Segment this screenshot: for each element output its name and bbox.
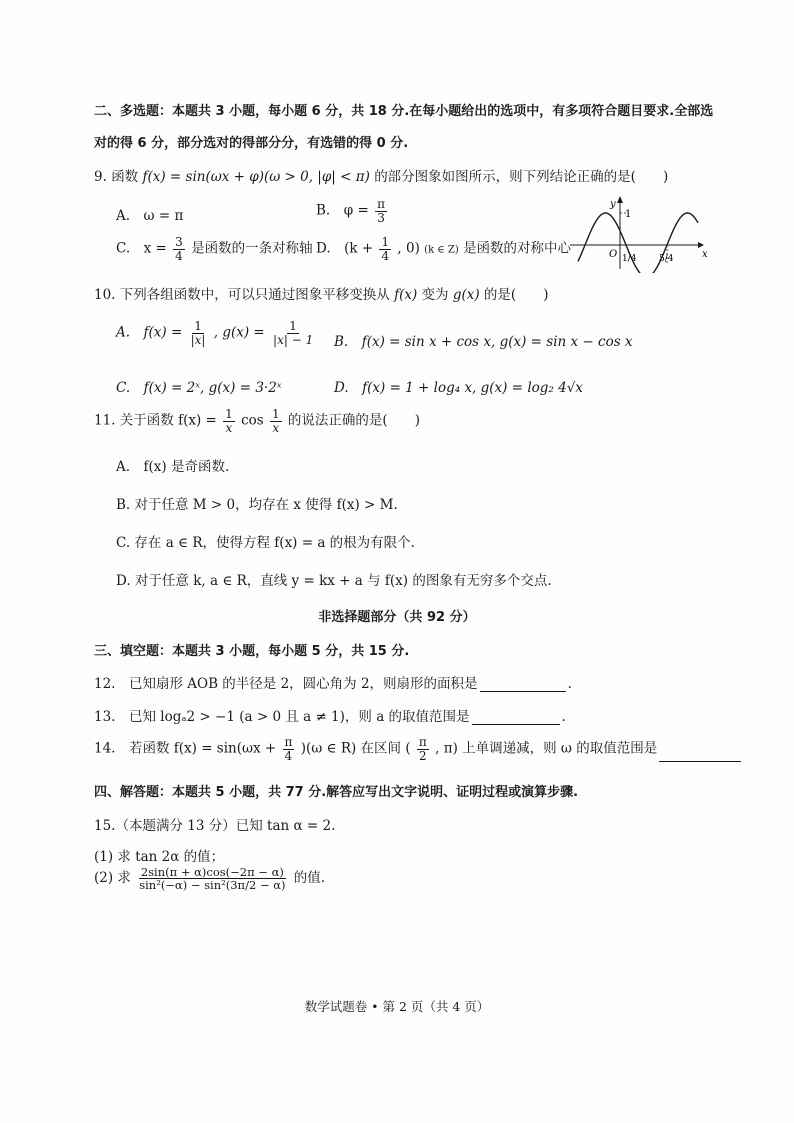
origin-label: O [609,249,618,260]
tick-5-4-label: 5/4 [659,254,674,264]
y-axis-arrow [617,196,623,203]
section-4-heading: 四、解答题：本题共 5 小题，共 77 分.解答应写出文字说明、证明过程或演算步骤. [94,785,579,800]
question-10-stem: 10. 下列各组函数中，可以只通过图象平移变换从 f(x) 变为 g(x) 的是( ) [94,287,549,303]
x-axis-label: x [702,249,708,260]
sine-curve [578,213,698,273]
question-9-option-b: B. φ = $\frac{\pi}{3}$ [316,197,385,225]
non-selection-heading: 非选择题部分（共 92 分） [318,610,476,625]
page-footer: 数学试题卷 • 第 2 页（共 4 页） [304,999,490,1014]
question-9-stem: 9. 函数 f(x) = sin(ωx + φ)(ω > 0, |φ| < π) 的部分图象如图所示，则下列结论正确的是( ) [94,169,669,185]
peak-label: 1 [625,209,632,220]
question-15-part-1: (1) 求 tan 2α 的值； [94,849,225,865]
answer-blank [480,691,566,692]
question-11-option-a: A. f(x) 是奇函数. [116,459,230,475]
question-11-stem: 11. 关于函数 f(x) = $\frac{1}{x}$ cos $\frac{1}{x}$ 的说法正确的是( ) [94,407,420,435]
question-10-option-c: C. f(x) = 2ˣ, g(x) = 3·2ˣ [116,380,282,396]
tick-1-4-label: 1/4 [622,254,637,264]
question-15-stem: 15.（本题满分 13 分）已知 tan α = 2. [94,818,336,834]
question-9-option-c: C. x = $\frac{3}{4}$ 是函数的一条对称轴 [116,235,313,263]
question-11-option-c: C. 存在 a ∈ R，使得方程 f(x) = a 的根为有限个. [116,535,415,551]
section-2-heading-cont: 对的得 6 分，部分选对的得部分分，有选错的得 0 分. [94,136,409,151]
question-10-option-d: D. f(x) = 1 + log₄ x, g(x) = log₂ 4√x [334,380,583,396]
section-3-heading: 三、填空题：本题共 3 小题，每小题 5 分，共 15 分. [94,644,410,659]
question-9-option-d: D. (k + $\frac{1}{4}$ , 0) (k ∈ Z) 是函数的对称中心 [316,235,572,263]
question-12: 12. 已知扇形 AOB 的半径是 2，圆心角为 2，则扇形的面积是 . [94,676,572,692]
question-10-option-b: B. f(x) = sin x + cos x, g(x) = sin x − cos x [334,334,633,350]
question-15-part-2: (2) 求 $\frac{2\sin(\pi + \alpha)\cos(-2\pi - \alpha)}{\text{sin²(−α) − sin²(3π/2 − α)}}$ 的值. [94,865,326,893]
section-2-heading: 二、多选题：本题共 3 小题，每小题 6 分，共 18 分.在每小题给出的选项中，有多项符合题目要求.全部选 [94,104,714,119]
question-14: 14. 若函数 f(x) = sin(ωx + $\frac{\pi}{4}$ )(ω ∈ R) 在区间 ( $\frac{\pi}{2}$ , π) 上单调递减，则 ω 的取值范围是 [94,736,743,762]
question-10-option-a: A. f(x) = $\frac{1}{|x|}$ , g(x) = $\frac{1}{|x| - 1}$ [116,319,314,347]
question-13: 13. 已知 logₐ2 > −1 (a > 0 且 a ≠ 1)，则 a 的取值范围是 . [94,709,566,725]
sine-graph-figure [568,193,708,273]
question-9-option-a: A. ω = π [116,208,184,224]
answer-blank [472,724,560,725]
x-axis-arrow [698,242,704,248]
question-11-option-b: B. 对于任意 M > 0，均存在 x 使得 f(x) > M. [116,497,398,513]
question-11-option-d: D. 对于任意 k, a ∈ R，直线 y = kx + a 与 f(x) 的图象有无穷多个交点. [116,573,552,589]
answer-blank [659,761,741,762]
y-axis-label: y [610,199,616,210]
